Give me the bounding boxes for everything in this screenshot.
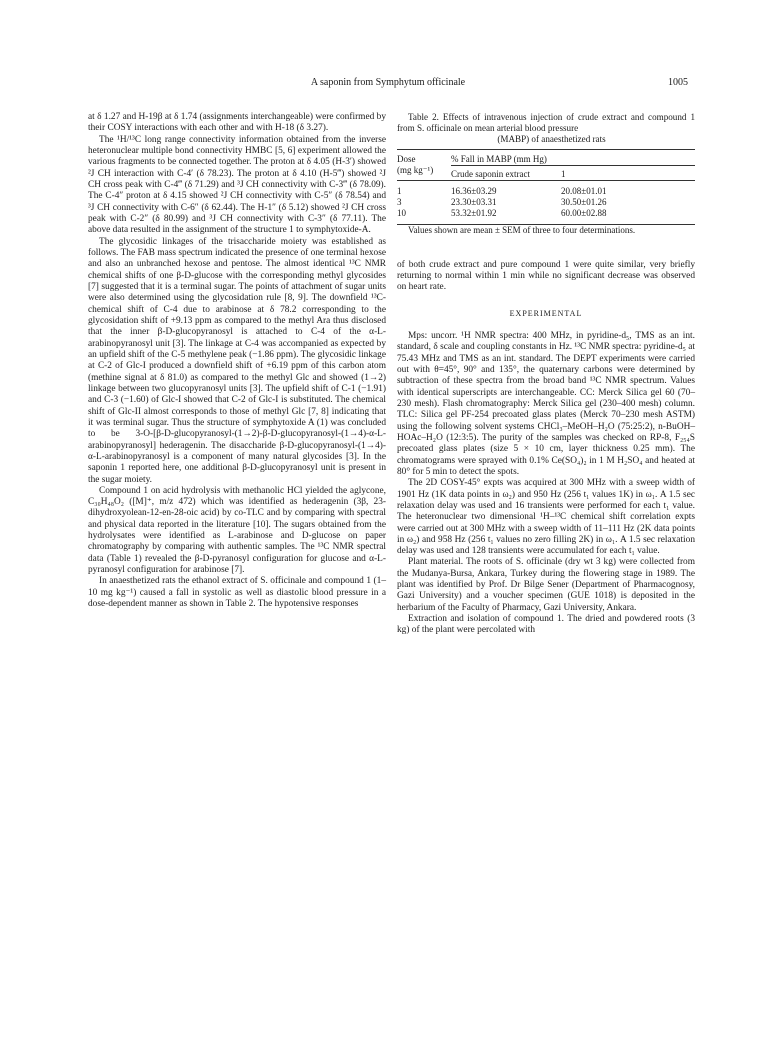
fall-header: % Fall in MABP (mm Hg) bbox=[451, 153, 547, 164]
table-caption-label: Table 2. bbox=[408, 112, 439, 122]
crude-cell: 23.30±03.31 bbox=[451, 196, 497, 207]
table-row bbox=[397, 197, 695, 208]
body-paragraph: The ¹H/¹³C long range connectivity information obtained from the inverse heteronuclear multiple bond connectivity HMBC [5, 6] experiment allowed the various fragments to be connected together. The proton at δ 4.05 (H-3′) showed ²J CH interaction with C-4′ (δ 78.23). The proton at δ 4.10 (H-5‴) showed ²J CH cross peak with C-4‴ (δ 71.29) and ³J CH connectivity with C-3‴ (δ 78.09). The C-4″ proton at δ 4.15 showed ²J CH connectivity with C-5″ (δ 78.54) and ³J CH connectivity with C-6″ (δ 62.44). The H-1″ (δ 5.12) showed ²J CH cross peak with C-2″ (δ 80.99) and ³J CH connectivity with C-3″ (δ 77.11). The above data resulted in the assignment of the structure 1 to symphytoxide-A. bbox=[88, 134, 386, 236]
body-paragraph: Extraction and isolation of compound 1. The dried and powdered roots (3 kg) of the plant were percolated with bbox=[397, 614, 695, 636]
dose-cell: 1 bbox=[397, 185, 402, 196]
running-header bbox=[88, 77, 688, 91]
right-column bbox=[397, 112, 695, 637]
compound-cell: 20.08±01.01 bbox=[561, 185, 607, 196]
body-paragraph: In anaesthetized rats the ethanol extract of S. officinale and compound 1 (1–10 mg kg⁻¹) caused a fall in systolic as well as diastolic blood pressure in a dose-dependent manner as shown in Table 2. The hypotensive responses bbox=[88, 576, 386, 610]
table-row bbox=[397, 186, 695, 197]
crude-cell: 16.36±03.29 bbox=[451, 185, 497, 196]
dose-cell: 3 bbox=[397, 196, 402, 207]
running-title: A saponin from Symphytum officinale bbox=[310, 77, 466, 88]
body-paragraph: The 2D COSY-45° expts was acquired at 300 MHz with a sweep width of 1901 Hz (1K data points in ω₂) and 950 Hz (256 t₁ values 1K) in ω₁. A 1.5 sec relaxation delay was used and 16 transients were performed for each t₁ value. The heteronuclear two dimensional ¹H–¹³C chemical shift correlation expts were carried out at 300 MHz with a sweep width of 11–111 Hz (2K data points in ω₂) and 958 Hz (256 t₁ values no zero filling 2K) in ω₁. A 1.5 sec relaxation delay was used and 128 transients were accumulated for each t₁ value. bbox=[397, 478, 695, 557]
body-paragraph: Plant material. The roots of S. officinale (dry wt 3 kg) were collected from the Mudanya-Bursa, Ankara, Turkey during the flowering stage in 1989. The plant was identified by Prof. Dr Bilge Sener (Department of Pharmacognosy, Gazi University) and a voucher specimen (GUE 1018) is deposited in the herbarium of the Faculty of Pharmacy, Gazi University, Ankara. bbox=[397, 557, 695, 613]
sub-header-crude: Crude saponin extract bbox=[451, 165, 561, 180]
table-caption-text: Effects of intravenous injection of crude extract and compound 1 from S. officinale on mean arterial blood pressure bbox=[397, 112, 695, 134]
section-heading-experimental: EXPERIMENTAL bbox=[509, 308, 583, 318]
body-paragraph: at δ 1.27 and H-19β at δ 1.74 (assignments interchangeable) were confirmed by their COSY interactions with each other and with H-18 (δ 3.27). bbox=[88, 112, 386, 134]
crude-cell: 53.32±01.92 bbox=[451, 207, 497, 218]
body-paragraph: Mps: uncorr. ¹H NMR spectra: 400 MHz, in pyridine-d₅, TMS as an int. standard, δ scale and coupling constants in Hz. ¹³C NMR spectra: pyridine-d₅ at 75.43 MHz and TMS as an int. standard. The DEPT experiments were carried out with θ=45°, 90° and 135°, the quaternary carbons were determined by subtraction of these spectra from the broad band ¹³C NMR spectrum. Values with identical superscripts are interchangeable. CC: Merck Silica gel 60 (70–230 mesh). Flash chromatography: Merck Silica gel (230–400 mesh) column. TLC: Silica gel PF-254 precoated glass plates (Merck 70–230 mesh ASTM) using the following solvent systems CHCl₃–MeOH–H₂O (75:25:2), n-BuOH–HOAc–H₂O (12:3:5). The purity of the samples was checked on RP-8, F₂₅₄S precoated glass plates (size 5 × 10 cm, layer thickness 0.25 mm). The chromatograms were sprayed with 0.1% Ce(SO₄)₂ in 1 M H₂SO₄ and heated at 80° for 5 min to detect the spots. bbox=[397, 330, 695, 477]
body-paragraph: The glycosidic linkages of the trisaccharide moiety was established as follows. The FAB mass spectrum indicated the presence of one terminal hexose and also an unbranched hexose and pentose. The almost identical ¹³C NMR chemical shifts of one β-D-glucose with the corresponding methyl glycosides [7] suggested that it is a terminal sugar. The points of attachment of sugar units were also determined using the glycosidation rule [8, 9]. The downfield ¹³C-chemical shift of C-4 due to arabinose at δ 78.2 corresponding to the glycosidation shift of +9.13 ppm as compared to the methyl Ara thus disclosed that the inner β-D-glucopyranosyl is attached to C-4 of the α-L-arabinopyranosyl unit [3]. The linkage at C-4 was accompanied as expected by an upfield shift of the C-5 methylene peak (−1.86 ppm). The glycosidic linkage at C-2 of Glc-I produced a downfield shift of +6.19 ppm of this carbon atom (methine signal at δ 81.0) as compared to the methyl Glc and showed (1→2) linkage between two glucopyranosyl units [3]. The upfield shift of C-1 (−1.91) and C-3 (−1.60) of Glc-I showed that C-2 of Glc-I is substituted. The chemical shift of Glc-II almost corresponds to those of methyl Glc [7, 8] indicating that it was terminal sugar. Thus the structure of symphytoxide A (1) was concluded to be 3-O-[β-D-glucopyranosyl-(1→2)-β-D-glucopyranosyl-(1→4)-α-L-arabinopyranosyl] hederagenin. The disaccharide β-D-glucopyranosyl-(1→4)-α-L-arabinopyranosyl is a component of many natural glycosides [3]. In the saponin 1 reported here, one additional β-D-glucopyranosyl unit is present in the sugar moiety. bbox=[88, 236, 386, 485]
table-body bbox=[397, 149, 695, 225]
compound-cell: 60.00±02.88 bbox=[561, 207, 607, 218]
table-caption-center: (MABP) of anaesthetized rats bbox=[497, 134, 606, 145]
left-column bbox=[88, 112, 386, 610]
table-caption bbox=[397, 112, 695, 146]
body-paragraph: Compound 1 on acid hydrolysis with methanolic HCl yielded the aglycone, C₃₀H₄₈O₂ ([M]⁺, m/z 472) which was identified as hederagenin (3β, 23-dihydroxyolean-12-en-28-oic acid) by co-TLC and by comparing with spectral and physical data reported in the literature [10]. The sugars obtained from the hydrolysates were identified as L-arabinose and D-glucose on paper chromatography by comparing with authentic samples. The ¹³C NMR spectral data (Table 1) revealed the β-D-pyranosyl configuration for glucose and α-L-pyranosyl configuration for arabinose [7]. bbox=[88, 485, 386, 576]
dose-header: Dose (mg kg⁻¹) bbox=[397, 153, 434, 175]
dose-cell: 10 bbox=[397, 207, 406, 218]
table-row bbox=[397, 208, 695, 219]
table-footnote: Values shown are mean ± SEM of three to four determinations. bbox=[408, 224, 636, 235]
table-2 bbox=[397, 112, 695, 236]
sub-header-compound: 1 bbox=[561, 165, 695, 180]
page-number: 1005 bbox=[668, 77, 688, 88]
body-paragraph: of both crude extract and pure compound 1 were quite similar, very briefly returning to normal within 1 min while no significant decrease was observed on heart rate. bbox=[397, 259, 695, 293]
compound-cell: 30.50±01.26 bbox=[561, 196, 607, 207]
